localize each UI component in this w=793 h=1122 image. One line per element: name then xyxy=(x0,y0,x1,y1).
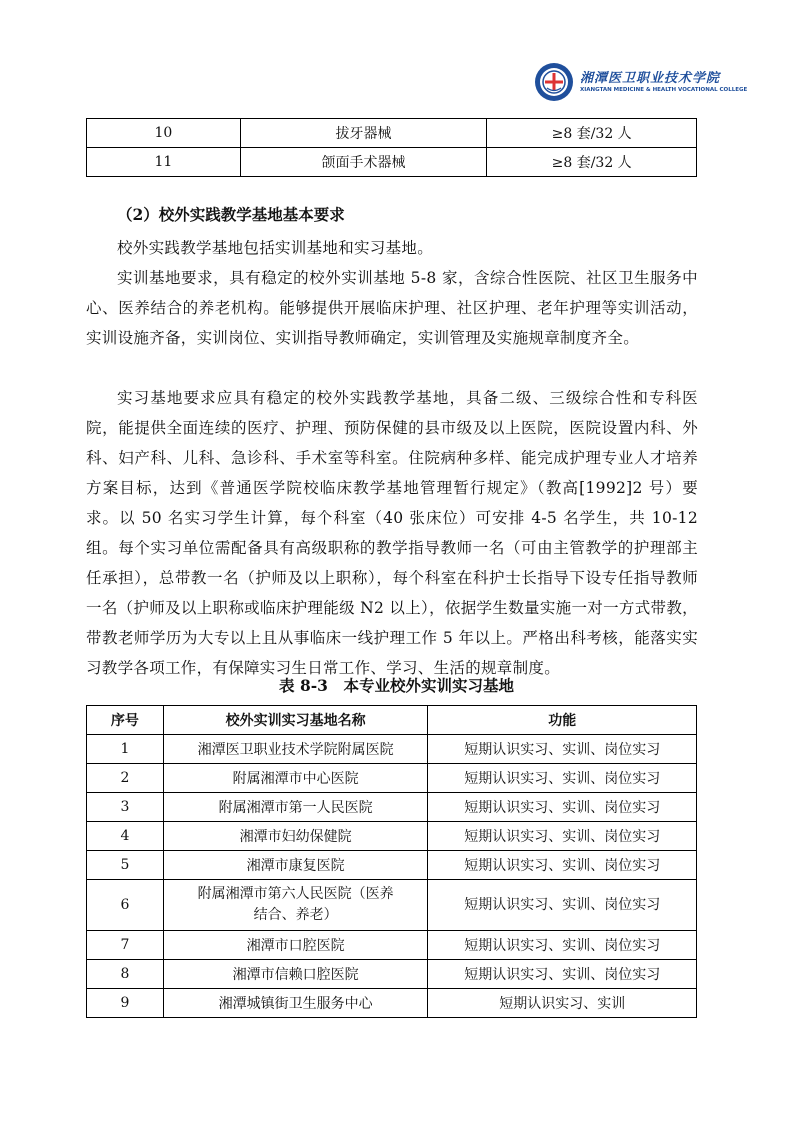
paragraph-training-base: 实训基地要求，具有稳定的校外实训基地 5-8 家，含综合性医院、社区卫生服务中心、医养结合的养老机构。能够提供开展临床护理、社区护理、老年护理等实训活动，实训设施齐备，实训岗位、实训指导教师确定，实训管理及实施规章制度齐全。 xyxy=(86,269,698,347)
row-number: 9 xyxy=(87,989,164,1018)
table-row xyxy=(87,764,697,793)
equipment-name: 拔牙器械 xyxy=(240,119,487,148)
base-function: 短期认识实习、实训、岗位实习 xyxy=(428,931,697,960)
college-seal-icon xyxy=(534,62,574,102)
header-base-name: 校外实训实习基地名称 xyxy=(163,706,428,735)
row-number: 10 xyxy=(87,119,241,148)
table-row xyxy=(87,931,697,960)
college-logo xyxy=(534,62,748,106)
table-row xyxy=(87,880,697,931)
row-number: 4 xyxy=(87,822,164,851)
row-number: 1 xyxy=(87,735,164,764)
base-name: 湘潭医卫职业技术学院附属医院 xyxy=(163,735,428,764)
header-function: 功能 xyxy=(428,706,697,735)
base-function: 短期认识实习、实训、岗位实习 xyxy=(428,960,697,989)
table-row xyxy=(87,735,697,764)
base-function: 短期认识实习、实训、岗位实习 xyxy=(428,793,697,822)
base-name: 附属湘潭市第一人民医院 xyxy=(163,793,428,822)
table-row xyxy=(87,148,697,177)
base-name: 附属湘潭市第六人民医院（医养结合、养老） xyxy=(163,880,428,931)
row-number: 6 xyxy=(87,880,164,931)
table-caption: 表 8-3 本专业校外实训实习基地 xyxy=(279,676,514,695)
row-number: 5 xyxy=(87,851,164,880)
base-function: 短期认识实习、实训、岗位实习 xyxy=(428,851,697,880)
paragraph-intro: 校外实践教学基地包括实训基地和实习基地。 xyxy=(117,239,434,257)
table-row xyxy=(87,822,697,851)
base-function: 短期认识实习、实训、岗位实习 xyxy=(428,822,697,851)
paragraph-internship-base: 实习基地要求应具有稳定的校外实践教学基地，具备二级、三级综合性和专科医院，能提供全面连续的医疗、护理、预防保健的县市级及以上医院，医院设置内科、外科、妇产科、儿科、急诊科、手术室等科室。住院病种多样、能完成护理专业人才培养方案目标，达到《普通医学院校临床教学基地管理暂行规定》（教高[1992]2 号）要求。以 50 名实习学生计算，每个科室（40 张床位）可安排 4-5 名学生，共 10-12 组。每个实习单位需配备具有高级职称的教学指导教师一名（可由主管教学的护理部主任承担），总带教一名（护师及以上职称），每个科室在科护士长指导下设专任指导教师一名（护师及以上职称或临床护理能级 N2 以上），依据学生数量实施一对一方式带教，带教老师学历为大专以上且从事临床一线护理工作 5 年以上。严格出科考核，能落实实习教学各项工作，有保障实习生日常工作、学习、生活的规章制度。 xyxy=(86,389,698,677)
base-function: 短期认识实习、实训、岗位实习 xyxy=(428,880,697,931)
base-name: 湘潭城镇街卫生服务中心 xyxy=(163,989,428,1018)
table-row xyxy=(87,989,697,1018)
table-header-row xyxy=(87,706,697,735)
equipment-table xyxy=(86,118,697,177)
base-name: 湘潭市康复医院 xyxy=(163,851,428,880)
row-number: 11 xyxy=(87,148,241,177)
header-number: 序号 xyxy=(87,706,164,735)
table-row xyxy=(87,960,697,989)
table-row xyxy=(87,851,697,880)
base-function: 短期认识实习、实训、岗位实习 xyxy=(428,764,697,793)
row-number: 7 xyxy=(87,931,164,960)
row-number: 3 xyxy=(87,793,164,822)
row-number: 2 xyxy=(87,764,164,793)
equipment-quantity: ≥8 套/32 人 xyxy=(487,119,697,148)
equipment-name: 颌面手术器械 xyxy=(240,148,487,177)
external-base-table xyxy=(86,705,697,1018)
section-heading: （2）校外实践教学基地基本要求 xyxy=(117,205,345,224)
row-number: 8 xyxy=(87,960,164,989)
base-name: 湘潭市妇幼保健院 xyxy=(163,822,428,851)
base-name: 湘潭市口腔医院 xyxy=(163,931,428,960)
base-name: 附属湘潭市中心医院 xyxy=(163,764,428,793)
base-name: 湘潭市信赖口腔医院 xyxy=(163,960,428,989)
base-function: 短期认识实习、实训 xyxy=(428,989,697,1018)
equipment-quantity: ≥8 套/32 人 xyxy=(487,148,697,177)
college-name-english: XIANGTAN MEDICINE & HEALTH VOCATIONAL COLLEGE xyxy=(580,87,748,93)
table-row xyxy=(87,793,697,822)
base-function: 短期认识实习、实训、岗位实习 xyxy=(428,735,697,764)
college-name: 湘潭医卫职业技术学院 xyxy=(580,71,721,86)
table-row xyxy=(87,119,697,148)
